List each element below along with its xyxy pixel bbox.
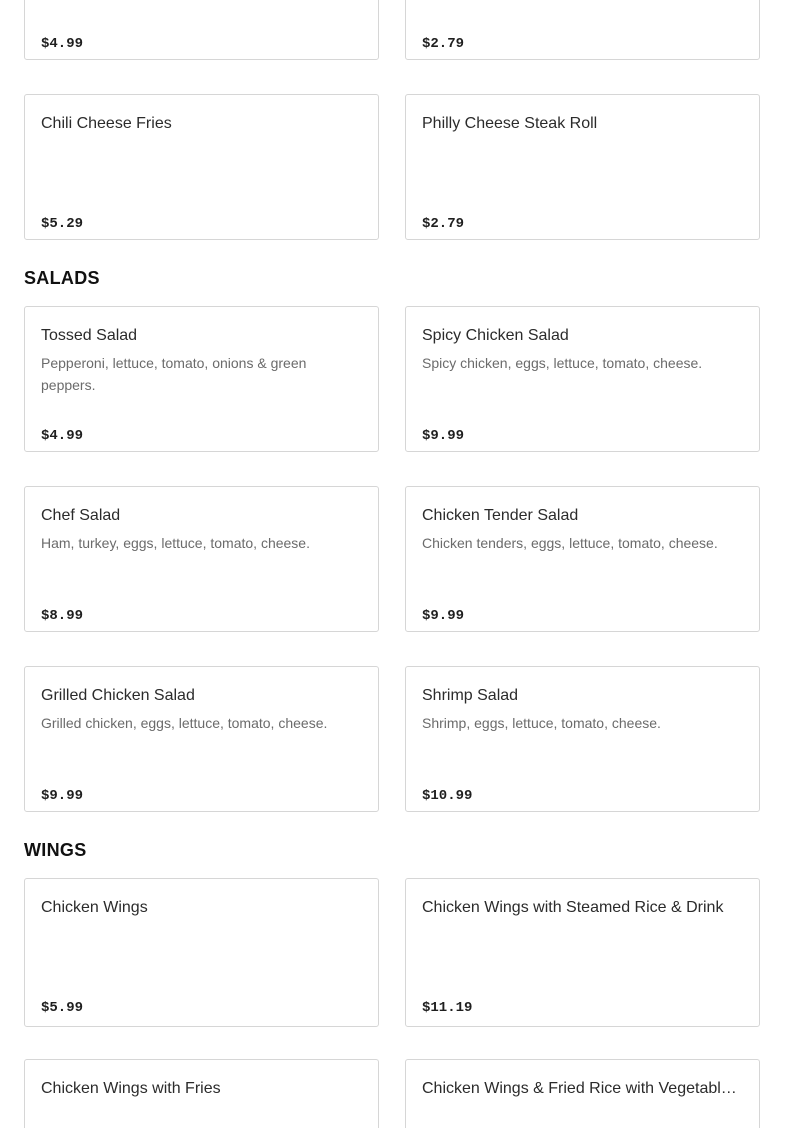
item-name: Chicken Wings with Fries bbox=[41, 1080, 221, 1097]
item-name: Chicken Tender Salad bbox=[422, 507, 579, 524]
item-price: $9.99 bbox=[422, 428, 465, 444]
item-name: Tossed Salad bbox=[41, 327, 138, 344]
item-price: $9.99 bbox=[422, 608, 465, 624]
item-name: Spicy Chicken Salad bbox=[422, 327, 569, 344]
item-price: $10.99 bbox=[422, 788, 473, 804]
item-description: Chicken tenders, eggs, lettuce, tomato, cheese. bbox=[422, 535, 718, 551]
menu-item-card[interactable] bbox=[24, 0, 379, 60]
item-price: $8.99 bbox=[41, 608, 84, 624]
item-price: $11.19 bbox=[422, 1000, 473, 1016]
menu-item-card[interactable] bbox=[405, 1059, 760, 1128]
menu-item-card[interactable] bbox=[24, 666, 379, 812]
item-description: Shrimp, eggs, lettuce, tomato, cheese. bbox=[422, 715, 661, 731]
item-name: Chicken Wings & Fried Rice with Vegetabl… bbox=[422, 1080, 737, 1097]
item-description: Grilled chicken, eggs, lettuce, tomato, cheese. bbox=[41, 715, 328, 731]
menu-item-card[interactable] bbox=[405, 666, 760, 812]
menu-item-card[interactable] bbox=[405, 878, 760, 1027]
item-price: $4.99 bbox=[41, 36, 84, 52]
menu-item-card[interactable] bbox=[24, 94, 379, 240]
item-price: $2.79 bbox=[422, 36, 465, 52]
menu-item-card[interactable] bbox=[405, 0, 760, 60]
menu-item-card[interactable] bbox=[405, 486, 760, 632]
item-name: Chili Cheese Fries bbox=[41, 115, 172, 132]
item-name: Shrimp Salad bbox=[422, 687, 519, 704]
menu-item-card[interactable] bbox=[24, 306, 379, 452]
menu-item-card[interactable] bbox=[405, 94, 760, 240]
section-title-wings: WINGS bbox=[24, 840, 87, 860]
section-title-salads: SALADS bbox=[24, 268, 100, 288]
item-description: Pepperoni, lettuce, tomato, onions & green peppers. bbox=[41, 355, 307, 393]
item-price: $9.99 bbox=[41, 788, 84, 804]
item-price: $4.99 bbox=[41, 428, 84, 444]
item-description: Spicy chicken, eggs, lettuce, tomato, cheese. bbox=[422, 355, 703, 371]
item-name: Chef Salad bbox=[41, 507, 121, 524]
menu-item-card[interactable] bbox=[24, 878, 379, 1027]
item-price: $2.79 bbox=[422, 216, 465, 232]
item-name: Chicken Wings with Steamed Rice & Drink bbox=[422, 899, 724, 916]
item-description: Ham, turkey, eggs, lettuce, tomato, cheese. bbox=[41, 535, 310, 551]
menu-item-card[interactable] bbox=[405, 306, 760, 452]
menu-item-card[interactable] bbox=[24, 486, 379, 632]
item-price: $5.29 bbox=[41, 216, 84, 232]
item-price: $5.99 bbox=[41, 1000, 84, 1016]
item-name: Philly Cheese Steak Roll bbox=[422, 115, 598, 132]
item-name: Grilled Chicken Salad bbox=[41, 687, 195, 704]
menu-item-card[interactable] bbox=[24, 1059, 379, 1128]
item-name: Chicken Wings bbox=[41, 899, 148, 916]
